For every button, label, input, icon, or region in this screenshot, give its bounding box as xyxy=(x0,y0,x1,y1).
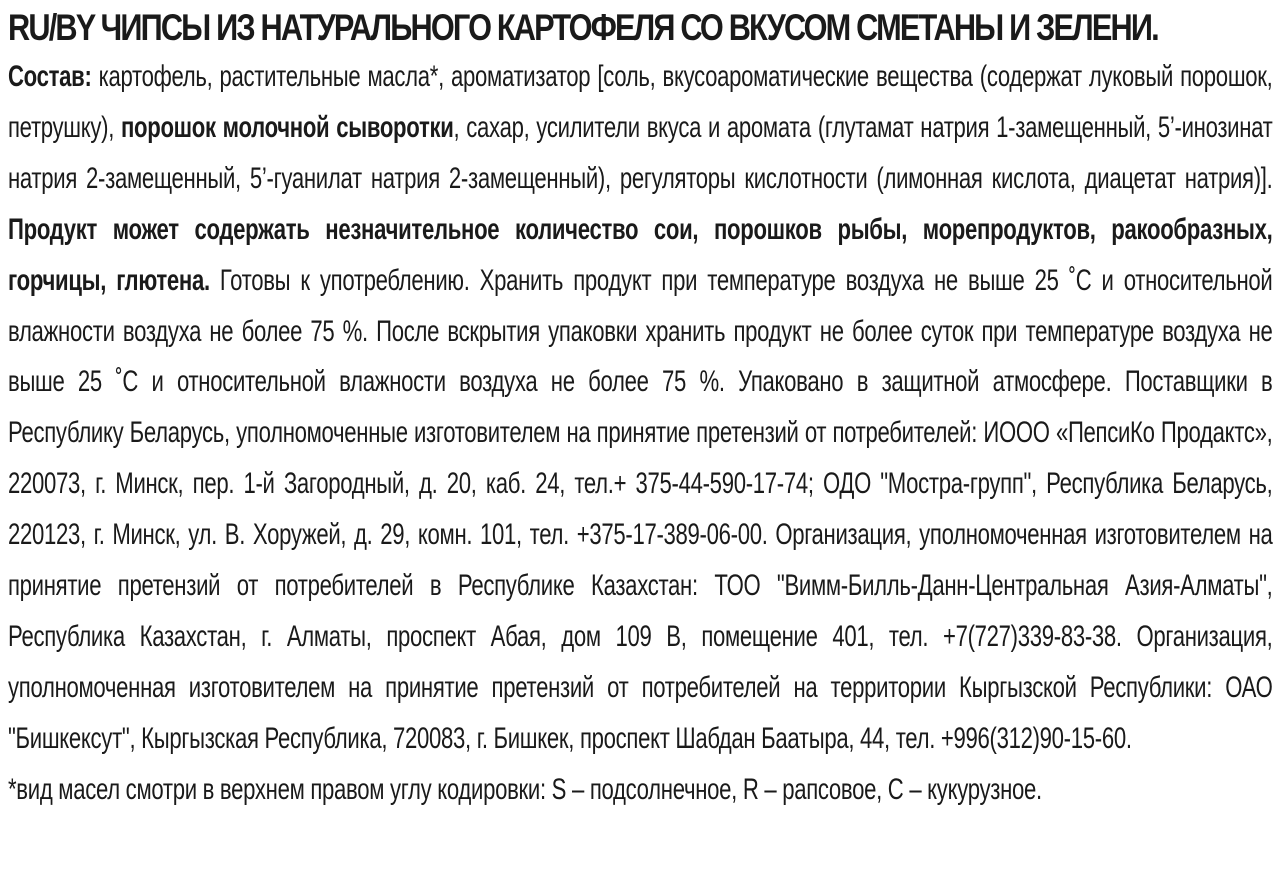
allergen-warning: Продукт может содержать незначительное количество сои, порошков рыбы, морепродуктов, ракообразных, горчицы, глютена. xyxy=(8,212,1273,297)
organization-kyrgyzstan: Организация, уполномоченная изготовителем на принятие претензий от потребителей на территории Кыргызской Республики: ОАО "Бишкексут", Кыргызская Республика, 720083, г. Бишкек, проспект Шабдан Баатыра, 44, тел. +996(312)90-15-60. xyxy=(8,619,1273,755)
product-title: RU/BY ЧИПСЫ ИЗ НАТУРАЛЬНОГО КАРТОФЕЛЯ СО ВКУСОМ СМЕТАНЫ И ЗЕЛЕНИ. xyxy=(8,7,1158,48)
ingredients-part-1: картофель, растительные масла*, ароматизатор [соль, вкусоароматические вещества (содержат луковый порошок, петрушку), xyxy=(8,60,1273,144)
oils-footnote: *вид масел смотри в верхнем правом углу кодировки: S – подсолнечное, R – рапсовое, С – кукурузное. xyxy=(8,772,1042,806)
ingredients-part-2: , сахар, усилители вкуса и аромата (глутамат натрия 1-замещенный, 5’-инозинат натрия 2-замещенный, 5’-гуанилат натрия 2-замещенный), регуляторы кислотности (лимонная кислота, диацетат натрия)]. xyxy=(8,110,1273,195)
suppliers-belarus: Поставщики в Республику Беларусь, уполномоченные изготовителем на принятие претензий от потребителей: ИООО «ПепсиКо Продактс», 220073, г. Минск, пер. 1-й Загородный, д. 20, каб. 24, тел.+ 375-44-590-17-74; ОДО "Мостра-групп", Республика Беларусь, 220123, г. Минск, ул. В. Хоружей, д. 29, комн. 101, тел. +375-17-389-06-00. xyxy=(8,365,1273,552)
storage-conditions: Готовы к употреблению. Хранить продукт при температуре воздуха не выше 25 ˚С и относительной влажности воздуха не более 75 %. После вскрытия упаковки хранить продукт не более суток при температуре воздуха не выше 25 ˚С и относительной влажности воздуха не более 75 %. Упаковано в защитной атмосфере. xyxy=(8,263,1273,399)
composition-heading: Состав: xyxy=(8,60,92,93)
allergen-whey: порошок молочной сыворотки xyxy=(120,110,454,144)
label-body-text xyxy=(8,52,1273,816)
product-label xyxy=(8,4,1274,816)
organization-kazakhstan: Организация, уполномоченная изготовителем на принятие претензий от потребителей в Республике Казахстан: ТОО "Вимм-Билль-Данн-Центральная Азия-Алматы", Республика Казахстан, г. Алматы, проспект Абая, дом 109 В, помещение 401, тел. +7(727)339-83-38. xyxy=(8,518,1273,653)
